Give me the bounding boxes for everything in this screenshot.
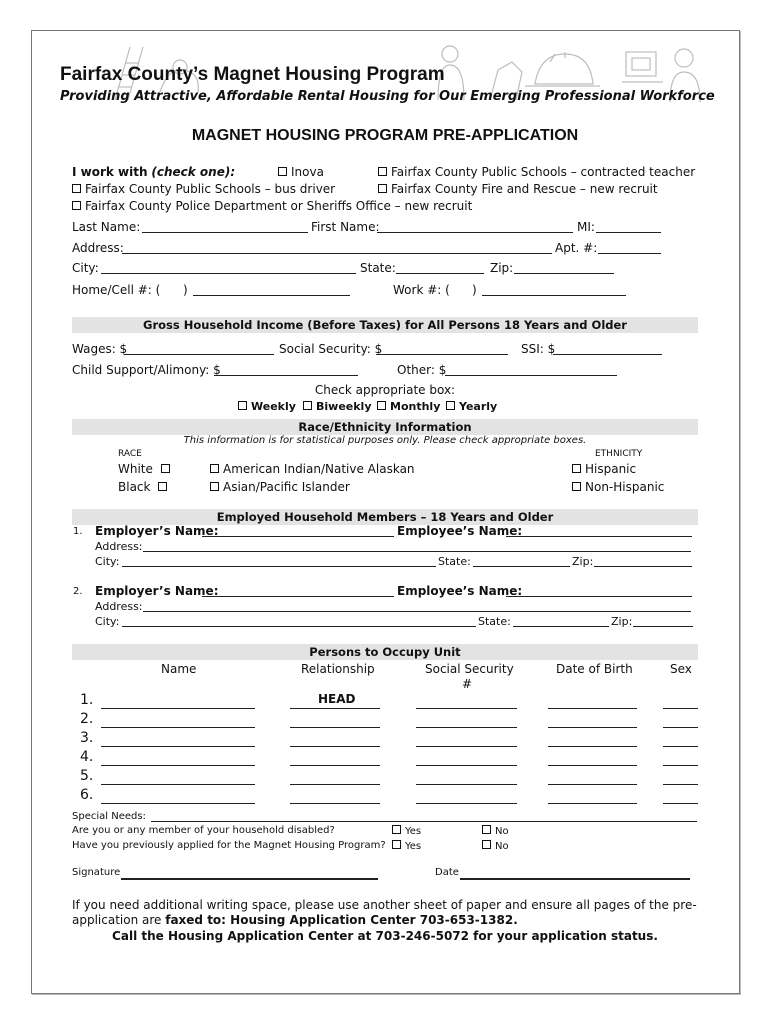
first-name-field[interactable]: [377, 232, 573, 233]
mi-label: MI:: [577, 220, 595, 234]
occupant-ssn-field[interactable]: [416, 746, 517, 747]
employer-2-zip-field[interactable]: [633, 626, 693, 627]
employer-entry-1-num: 1.: [73, 526, 83, 537]
occupant-sex-field[interactable]: [663, 784, 698, 785]
occupant-sex-field[interactable]: [663, 803, 698, 804]
employee-1-field[interactable]: [506, 536, 692, 537]
occupant-name-field[interactable]: [101, 746, 255, 747]
occupant-relationship-field[interactable]: [290, 784, 380, 785]
occupant-dob-field[interactable]: [548, 784, 637, 785]
occupant-sex-field[interactable]: [663, 727, 698, 728]
special-needs-label: Special Needs:: [72, 811, 146, 822]
other-income-field[interactable]: [445, 375, 617, 376]
checkbox[interactable]: [572, 464, 581, 473]
address-field[interactable]: [122, 253, 552, 254]
employer-1-field[interactable]: [202, 536, 394, 537]
social-security-label: Social Security: $: [279, 342, 383, 356]
col-sex: Sex: [670, 662, 692, 676]
employee-1-label: Employee’s Name:: [397, 524, 523, 538]
occupant-dob-field[interactable]: [548, 708, 637, 709]
row-number: 2.: [80, 711, 94, 727]
freq-yearly[interactable]: Yearly: [446, 400, 497, 413]
last-name-field[interactable]: [142, 232, 308, 233]
race-asian[interactable]: Asian/Pacific Islander: [210, 480, 350, 494]
signature-label: Signature: [72, 867, 121, 878]
ethnicity-hispanic[interactable]: Hispanic: [572, 462, 636, 476]
occupant-dob-field[interactable]: [548, 746, 637, 747]
check-box-instruction: Check appropriate box:: [314, 383, 456, 397]
race-black[interactable]: Black: [118, 480, 171, 494]
address-label: Address:: [72, 241, 124, 255]
employer-1-city-label: City:: [95, 555, 120, 568]
occupant-name-field[interactable]: [101, 803, 255, 804]
ethnicity-label: ETHNICITY: [595, 449, 643, 459]
race-white[interactable]: White: [118, 462, 174, 476]
checkbox[interactable]: [278, 167, 287, 176]
work-phone-label: Work #: (: [393, 283, 450, 297]
col-social-security-hash: #: [462, 677, 473, 691]
checkbox[interactable]: [392, 840, 401, 849]
col-social-security: Social Security: [425, 662, 514, 676]
checkbox[interactable]: [377, 401, 386, 410]
employer-2-state-label: State:: [478, 615, 511, 628]
employer-1-address-field[interactable]: [143, 551, 691, 552]
option-fcps-teacher[interactable]: Fairfax County Public Schools – contracted teacher: [378, 165, 695, 179]
employer-1-state-label: State:: [438, 555, 471, 568]
employer-1-label: Employer’s Name:: [95, 524, 219, 538]
employer-2-state-field[interactable]: [513, 626, 609, 627]
work-phone-paren: ): [472, 283, 477, 297]
occupant-name-field[interactable]: [101, 727, 255, 728]
applied-no[interactable]: No: [482, 840, 509, 852]
checkbox[interactable]: [210, 464, 219, 473]
col-date-of-birth: Date of Birth: [556, 662, 633, 676]
occupant-relationship-field[interactable]: [290, 727, 380, 728]
occupant-sex-field[interactable]: [663, 765, 698, 766]
disabled-yes[interactable]: Yes: [392, 825, 421, 837]
employer-2-city-label: City:: [95, 615, 120, 628]
footer-status-line: Call the Housing Application Center at 703-246-5072 for your application status.: [112, 929, 658, 943]
special-needs-field[interactable]: [151, 821, 697, 822]
occupant-dob-field[interactable]: [548, 727, 637, 728]
employer-2-label: Employer’s Name:: [95, 584, 219, 598]
employer-2-field[interactable]: [202, 596, 394, 597]
disabled-no[interactable]: No: [482, 825, 509, 837]
occupant-dob-field[interactable]: [548, 765, 637, 766]
occupant-sex-field[interactable]: [663, 746, 698, 747]
occupant-ssn-field[interactable]: [416, 765, 517, 766]
checkbox[interactable]: [158, 482, 167, 491]
state-label: State:: [360, 261, 396, 275]
col-relationship: Relationship: [301, 662, 375, 676]
occupant-ssn-field[interactable]: [416, 803, 517, 804]
occupant-name-field[interactable]: [101, 784, 255, 785]
employee-2-label: Employee’s Name:: [397, 584, 523, 598]
city-field[interactable]: [101, 273, 356, 274]
checkbox[interactable]: [210, 482, 219, 491]
employer-1-zip-label: Zip:: [572, 555, 594, 568]
employed-section-header: Employed Household Members – 18 Years and Older: [72, 509, 698, 525]
checkbox[interactable]: [482, 825, 491, 834]
employer-2-city-field[interactable]: [122, 626, 476, 627]
option-fire-rescue[interactable]: Fairfax County Fire and Rescue – new recruit: [378, 182, 658, 196]
employer-1-state-field[interactable]: [473, 566, 570, 567]
date-label: Date: [435, 867, 459, 878]
checkbox[interactable]: [446, 401, 455, 410]
mi-field[interactable]: [596, 232, 661, 233]
occupant-ssn-field[interactable]: [416, 784, 517, 785]
occupant-relationship-field[interactable]: [290, 765, 380, 766]
other-income-label: Other: $: [397, 363, 447, 377]
checkbox[interactable]: [303, 401, 312, 410]
occupant-dob-field[interactable]: [548, 803, 637, 804]
date-field[interactable]: [460, 878, 690, 880]
occupant-sex-field[interactable]: [663, 708, 698, 709]
home-cell-field[interactable]: [193, 295, 350, 296]
city-label: City:: [72, 261, 99, 275]
checkbox[interactable]: [238, 401, 247, 410]
ssi-field[interactable]: [553, 354, 662, 355]
home-cell-paren: ): [183, 283, 188, 297]
employer-1-city-field[interactable]: [122, 566, 436, 567]
employee-2-field[interactable]: [506, 596, 692, 597]
occupants-section-header: Persons to Occupy Unit: [72, 644, 698, 660]
apt-field[interactable]: [598, 253, 661, 254]
child-support-field[interactable]: [214, 375, 358, 376]
checkbox[interactable]: [572, 482, 581, 491]
occupant-ssn-field[interactable]: [416, 708, 517, 709]
checkbox[interactable]: [482, 840, 491, 849]
ssi-label: SSI: $: [521, 342, 556, 356]
last-name-label: Last Name:: [72, 220, 141, 234]
row-number: 5.: [80, 768, 94, 784]
page-title: Fairfax County’s Magnet Housing Program: [60, 64, 445, 85]
signature-field[interactable]: [121, 878, 378, 880]
race-american-indian[interactable]: American Indian/Native Alaskan: [210, 462, 415, 476]
ethnicity-non-hispanic[interactable]: Non-Hispanic: [572, 480, 664, 494]
freq-monthly[interactable]: Monthly: [377, 400, 440, 413]
zip-field[interactable]: [514, 273, 614, 274]
wages-label: Wages: $: [72, 342, 128, 356]
social-security-field[interactable]: [376, 354, 508, 355]
first-name-label: First Name:: [311, 220, 380, 234]
freq-weekly[interactable]: Weekly: [238, 400, 296, 413]
checkbox[interactable]: [161, 464, 170, 473]
employer-2-address-label: Address:: [95, 600, 143, 613]
employer-1-address-label: Address:: [95, 540, 143, 553]
applied-yes[interactable]: Yes: [392, 840, 421, 852]
head-label: HEAD: [318, 692, 356, 706]
occupant-relationship-field[interactable]: [290, 746, 380, 747]
wages-field[interactable]: [124, 354, 274, 355]
checkbox[interactable]: [72, 201, 81, 210]
footer-note-line1: If you need additional writing space, please use another sheet of paper and ensure all pages of the pre-: [72, 898, 697, 912]
occupant-name-field[interactable]: [101, 765, 255, 766]
race-section-header: Race/Ethnicity Information: [72, 419, 698, 435]
row-number: 4.: [80, 749, 94, 765]
applied-question: Have you previously applied for the Magnet Housing Program?: [72, 840, 386, 851]
work-with-label: I work with (check one):: [72, 165, 236, 179]
race-note: This information is for statistical purposes only. Please check appropriate boxes.: [183, 435, 587, 446]
page-subtitle: Providing Attractive, Affordable Rental Housing for Our Emerging Professional Workforce: [60, 89, 715, 104]
option-police-sheriff[interactable]: Fairfax County Police Department or Sheriffs Office – new recruit: [72, 199, 472, 213]
col-name: Name: [161, 662, 197, 676]
employer-entry-2-num: 2.: [73, 586, 83, 597]
occupant-relationship-field[interactable]: [290, 708, 380, 709]
disabled-question: Are you or any member of your household disabled?: [72, 825, 335, 836]
row-number: 6.: [80, 787, 94, 803]
occupant-name-field[interactable]: [101, 708, 255, 709]
row-number: 1.: [80, 692, 94, 708]
option-fcps-bus-driver[interactable]: Fairfax County Public Schools – bus driver: [72, 182, 335, 196]
income-section-header: Gross Household Income (Before Taxes) for All Persons 18 Years and Older: [72, 317, 698, 333]
child-support-label: Child Support/Alimony: $: [72, 363, 221, 377]
occupant-ssn-field[interactable]: [416, 727, 517, 728]
option-inova[interactable]: Inova: [278, 165, 324, 179]
home-cell-label: Home/Cell #: (: [72, 283, 161, 297]
row-number: 3.: [80, 730, 94, 746]
employer-2-address-field[interactable]: [143, 611, 691, 612]
race-label: RACE: [118, 449, 142, 459]
state-field[interactable]: [396, 273, 484, 274]
checkbox[interactable]: [378, 167, 387, 176]
employer-1-zip-field[interactable]: [594, 566, 692, 567]
zip-label: Zip:: [490, 261, 514, 275]
form-title: MAGNET HOUSING PROGRAM PRE-APPLICATION: [191, 127, 579, 144]
checkbox[interactable]: [392, 825, 401, 834]
apt-label: Apt. #:: [555, 241, 598, 255]
checkbox[interactable]: [72, 184, 81, 193]
checkbox[interactable]: [378, 184, 387, 193]
footer-note-line2: application are faxed to: Housing Application Center 703-653-1382.: [72, 913, 518, 927]
employer-2-zip-label: Zip:: [611, 615, 633, 628]
freq-biweekly[interactable]: Biweekly: [303, 400, 372, 413]
work-phone-field[interactable]: [482, 295, 626, 296]
occupant-relationship-field[interactable]: [290, 803, 380, 804]
